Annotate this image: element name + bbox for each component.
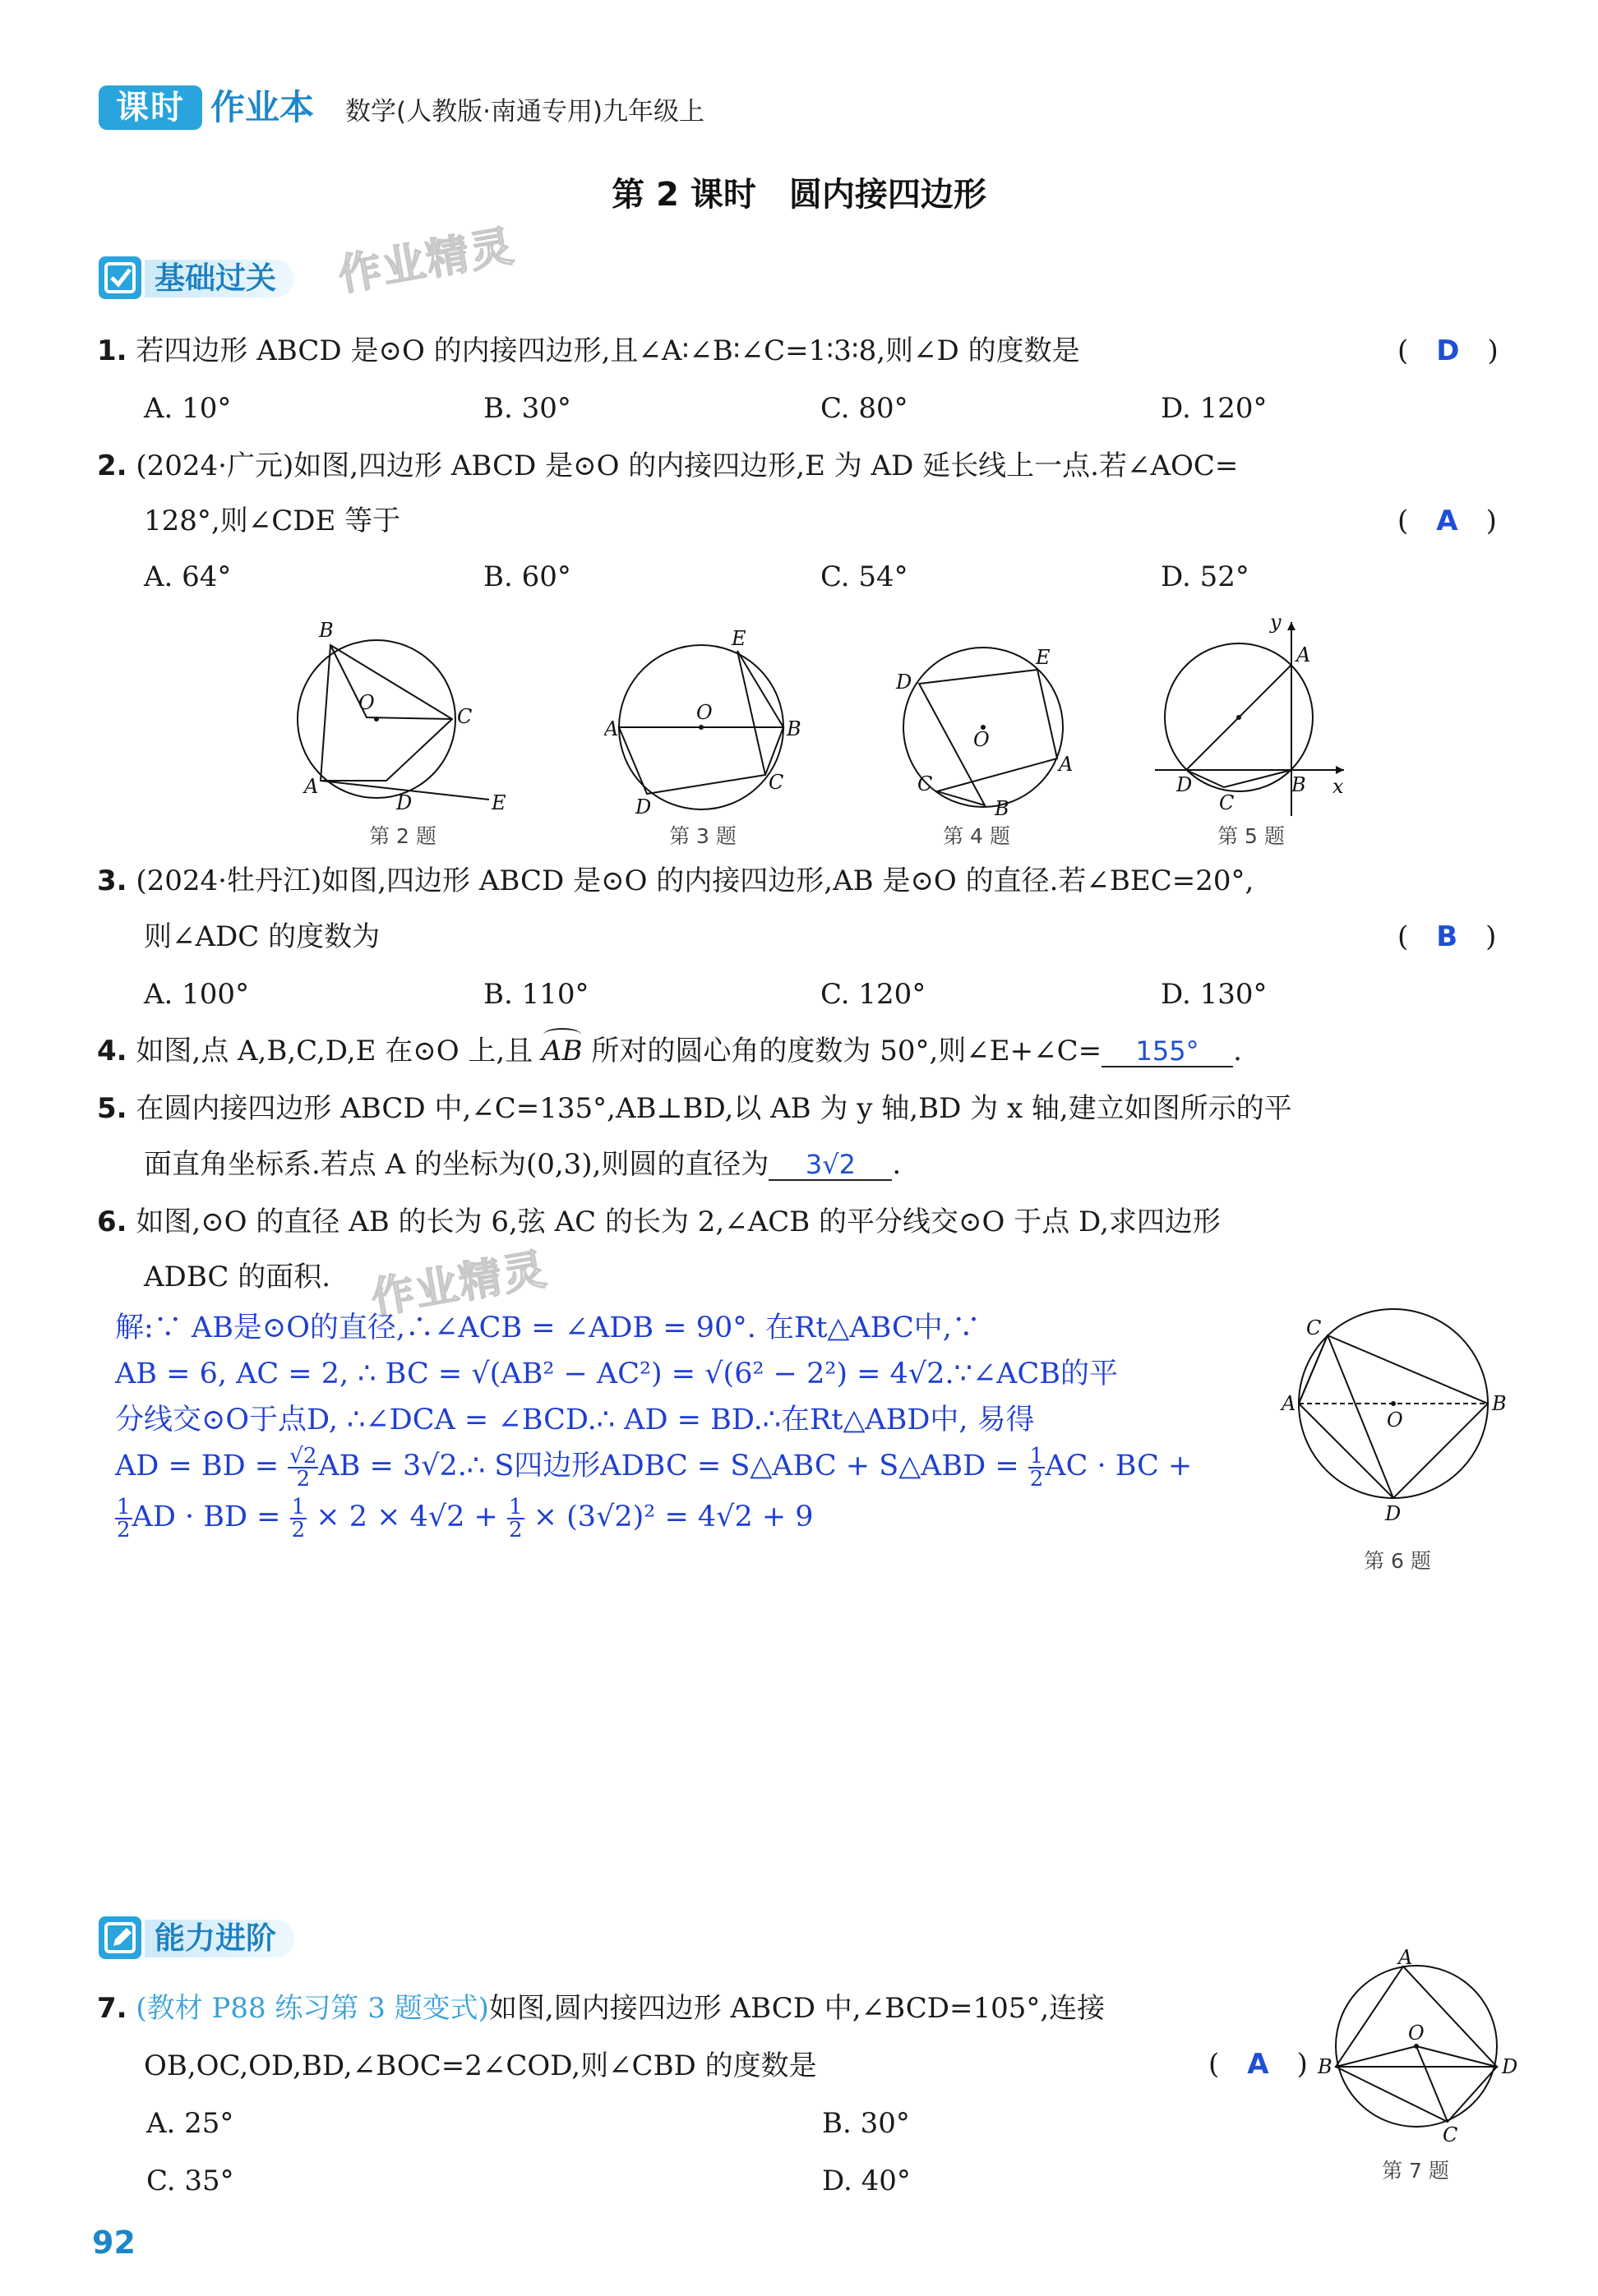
question-number: 1. [97, 334, 127, 367]
label: A [1059, 753, 1074, 776]
label: A [604, 717, 619, 740]
label: D [635, 795, 652, 818]
brand-name: 作业本 [210, 87, 315, 127]
question-1 [97, 333, 1080, 369]
question-4: 4. 如图,点 A,B,C,D,E 在⊙O 上,且 AB 所对的圆心角的度数为 50°,则∠E+∠C= 155° . [97, 1033, 1242, 1069]
option[interactable]: C. 35° [146, 2165, 234, 2197]
option[interactable]: B. 60° [483, 560, 571, 593]
option[interactable]: D. 130° [1161, 978, 1268, 1011]
label: A [1296, 643, 1311, 666]
question-text: 如图,⊙O 的直径 AB 的长为 6,弦 AC 的长为 2,∠ACB 的平分线交⊙O 于点 D,求四边形 [136, 1206, 1221, 1238]
figure-q7 [1311, 1948, 1525, 2145]
check-icon [99, 256, 141, 299]
label: D [896, 671, 912, 694]
question-5 [97, 1090, 1292, 1127]
figure-q4 [888, 633, 1085, 818]
answer-blank[interactable]: 3√2 [769, 1150, 892, 1181]
solution-line-1: 解:∵ AB是⊙O的直径,∴∠ACB = ∠ADB = 90°. 在Rt△ABC中,∵ [115, 1312, 981, 1344]
label: B [1492, 1392, 1507, 1415]
answer-bracket-2: ( A ) [1397, 505, 1497, 537]
question-text: 如图,点 A,B,C,D,E 在⊙O 上,且 [136, 1035, 543, 1067]
answer: D [1436, 334, 1460, 367]
fraction: $\frac{1}{2}$ [1029, 1443, 1044, 1491]
answer-blank[interactable]: 155° [1102, 1036, 1233, 1067]
figure-caption: 第 6 题 [1364, 1549, 1431, 1573]
solution-line-5: $\frac{1}{2}$ AD · BD = $\frac{1}{2}$ × 2 × 4√2 + $\frac{1}{2}$ × (3√2)² = 4√2 + 9 [117, 1494, 814, 1542]
label: B [787, 717, 801, 740]
question-number: 4. [97, 1035, 127, 1067]
label: O [1387, 1408, 1403, 1432]
answer: A [1247, 2048, 1269, 2081]
question-6 [97, 1204, 1221, 1240]
question-text-line2: ADBC 的面积. [144, 1261, 331, 1293]
question-number: 2. [97, 450, 127, 482]
question-text: (2024·牡丹江)如图,四边形 ABCD 是⊙O 的内接四边形,AB 是⊙O 的直径.若∠BEC=20°, [136, 864, 1254, 897]
question-text-line2: 则∠ADC 的度数为 [144, 920, 381, 953]
figure-q3 [604, 625, 810, 822]
label: E [492, 791, 506, 814]
question-source: (教材 P88 练习第 3 题变式) [136, 1992, 489, 2025]
label: C [1219, 791, 1235, 814]
question-text-line2: 面直角坐标系.若点 A 的坐标为(0,3),则圆的直径为 3√2 . [144, 1148, 902, 1181]
question-number: 3. [97, 864, 127, 897]
label: O [973, 728, 990, 751]
figure-q6 [1278, 1307, 1517, 1537]
label: D [396, 791, 413, 814]
label: x [1332, 775, 1344, 798]
book-subtitle: 数学(人教版·南通专用)九年级上 [345, 97, 705, 127]
solution-line-2: AB = 6, AC = 2, ∴ BC = √(AB² − AC²) = √(6² − 2²) = 4√2.∵∠ACB的平 [115, 1358, 1118, 1390]
label: O [696, 701, 713, 724]
question-number: 6. [97, 1206, 127, 1238]
option[interactable]: B. 30° [822, 2107, 910, 2140]
arc-label: AB [542, 1035, 583, 1067]
question-number: 5. [97, 1092, 127, 1125]
figure-caption: 第 7 题 [1382, 2159, 1449, 2183]
fraction: $\frac{1}{2}$ [509, 1494, 523, 1542]
answer-bracket-7: ( A ) [1208, 2048, 1308, 2081]
label: E [1036, 646, 1051, 669]
figure-caption: 第 3 题 [669, 824, 737, 848]
label: C [769, 771, 784, 794]
option[interactable]: C. 54° [820, 560, 908, 593]
label: B [995, 797, 1009, 818]
figure-caption: 第 4 题 [943, 824, 1010, 848]
fraction: $\frac{1}{2}$ [291, 1494, 306, 1542]
page-number: 92 [92, 2225, 136, 2261]
figure-caption: 第 5 题 [1217, 824, 1285, 848]
section-title: 基础过关 [145, 260, 294, 297]
option[interactable]: B. 110° [483, 978, 589, 1011]
label: C [1443, 2123, 1458, 2145]
section-title: 能力进阶 [145, 1920, 294, 1957]
label: A [304, 775, 319, 798]
question-number: 7. [97, 1992, 127, 2025]
question-text: 在圆内接四边形 ABCD 中,∠C=135°,AB⊥BD,以 AB 为 y 轴,BD 为 x 轴,建立如图所示的平 [136, 1092, 1292, 1125]
figure-caption: 第 2 题 [369, 824, 436, 848]
answer: B [1436, 920, 1458, 953]
answer: A [1436, 505, 1458, 537]
label: B [1291, 773, 1306, 796]
label: C [917, 772, 933, 795]
question-text: 若四边形 ABCD 是⊙O 的内接四边形,且∠A∶∠B∶∠C=1∶3∶8,则∠D 的度数是 [136, 334, 1080, 367]
question-3 [97, 863, 1254, 899]
fraction: $\frac{1}{2}$ [117, 1494, 131, 1542]
answer-bracket-3: ( B ) [1397, 920, 1497, 953]
label: D [1502, 2055, 1518, 2078]
option[interactable]: C. 120° [820, 978, 926, 1011]
brand-logo: 课时 [99, 85, 202, 130]
label: A [1282, 1392, 1296, 1415]
label: B [1318, 2055, 1332, 2078]
watermark: 作业精灵 [335, 221, 519, 302]
label: A [1398, 1948, 1413, 1969]
label: y [1270, 612, 1282, 634]
label: D [1385, 1502, 1402, 1525]
question-text: 所对的圆心角的度数为 50°,则∠E+∠C= [582, 1035, 1102, 1067]
lesson-title: 第 2 课时 圆内接四边形 [612, 176, 986, 214]
label: D [1176, 773, 1193, 796]
label: O [1408, 2022, 1425, 2045]
option[interactable]: D. 120° [1161, 392, 1268, 425]
option[interactable]: D. 40° [822, 2165, 911, 2197]
option[interactable]: B. 30° [483, 392, 571, 425]
solution-line-4: AD = BD = $\frac{√2}{2}$ AB = 3√2.∴ S四边形ADBC = S△ABC + S△ABD = $\frac{1}{2}$ AC · BC + [115, 1443, 1193, 1491]
option[interactable]: D. 52° [1161, 560, 1249, 593]
question-text: (2024·广元)如图,四边形 ABCD 是⊙O 的内接四边形,E 为 AD 延长线上一点.若∠AOC= [136, 450, 1239, 482]
label: C [457, 705, 473, 728]
question-text-line2: OB,OC,OD,BD,∠BOC=2∠COD,则∠CBD 的度数是 [144, 2049, 817, 2082]
option[interactable]: A. 100° [144, 978, 250, 1011]
question-7 [97, 1990, 1105, 2026]
figure-q5 [1147, 612, 1360, 818]
fraction: $\frac{√2}{2}$ [289, 1443, 317, 1491]
option[interactable]: A. 64° [144, 560, 232, 593]
option[interactable]: A. 25° [146, 2107, 234, 2140]
label: O [358, 691, 375, 714]
label: E [732, 627, 746, 650]
figure-q2 [288, 612, 534, 834]
option[interactable]: A. 10° [144, 392, 232, 425]
question-text: 面直角坐标系.若点 A 的坐标为(0,3),则圆的直径为 [144, 1148, 769, 1181]
label: B [319, 619, 334, 642]
pencil-icon [99, 1916, 141, 1959]
question-2 [97, 448, 1238, 484]
question-text-line2: 128°,则∠CDE 等于 [144, 505, 401, 537]
solution-line-3: 分线交⊙O于点D, ∴∠DCA = ∠BCD.∴ AD = BD.∴在Rt△ABD中, 易得 [115, 1404, 1035, 1436]
watermark: 作业精灵 [367, 1244, 552, 1325]
question-text: 如图,圆内接四边形 ABCD 中,∠BCD=105°,连接 [488, 1992, 1106, 2025]
answer-bracket-1: ( D ) [1397, 334, 1499, 367]
option[interactable]: C. 80° [820, 392, 908, 425]
label: C [1306, 1316, 1322, 1339]
